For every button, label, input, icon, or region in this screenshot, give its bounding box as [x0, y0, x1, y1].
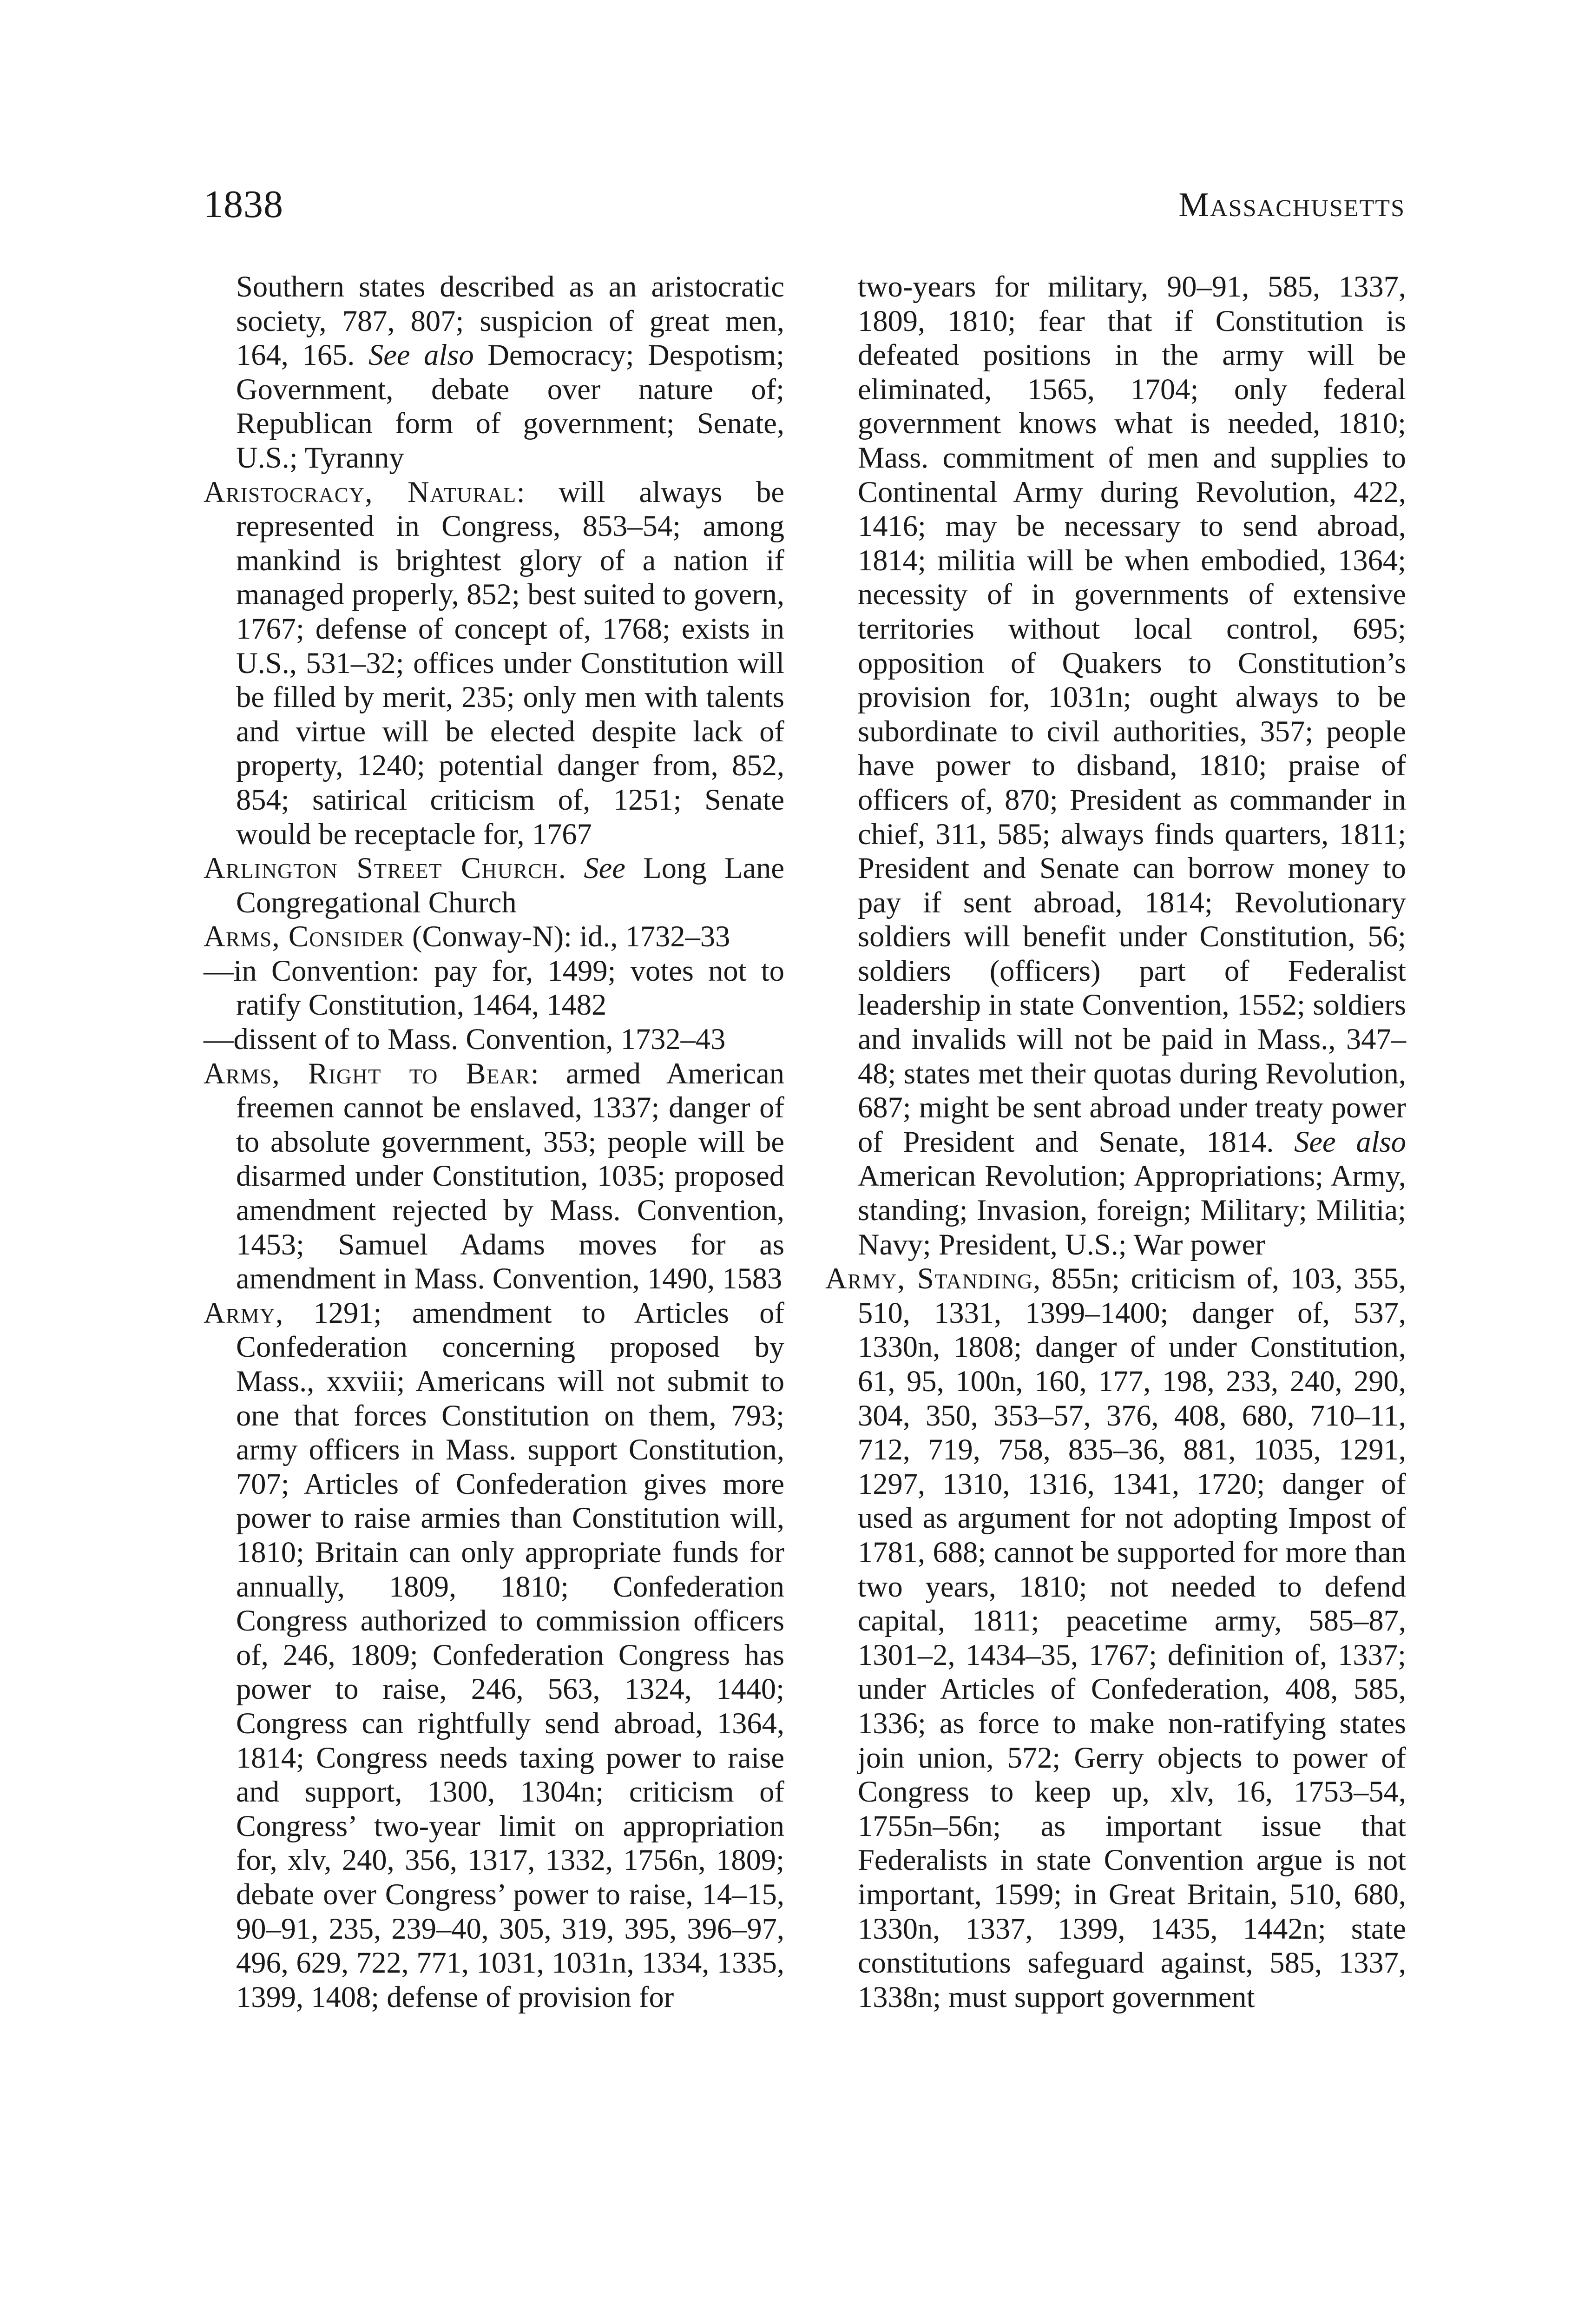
entry-headword: Army, Standing: [825, 1262, 1033, 1295]
entry-text: : will always be represented in Congress, 853–54; among mankind is brightest glory of a nation if managed properly, 852; best suited to govern, 1767; defense of concept of, 1768; exists in U.S., 531–32; offices under Constitution will be filled by merit, 235; only men with talents and virtue will be elected despite lack of property, 1240; potential danger from, 852, 854; satirical criticism of, 1251; Senate would be receptacle for, 1767: [236, 475, 784, 851]
index-entry: [204, 1056, 784, 1296]
index-subentry: [204, 954, 784, 1022]
entry-text: —in Convention: pay for, 1499; votes not to ratify Constitution, 1464, 1482: [204, 954, 784, 1022]
entry-headword: Arlington Street Church: [204, 852, 559, 885]
running-head: Massachusetts: [1178, 186, 1405, 224]
index-entry: [204, 851, 784, 919]
entry-text: two-years for military, 90–91, 585, 1337, 1809, 1810; fear that if Constitution is defeated positions in the army will be eliminated, 1565, 1704; only federal government knows what is needed, 1810; Mass. commitment of men and supplies to Continental Army during Revolution, 422, 1416; may be necessary to send abroad, 1814; militia will be when embodied, 1364; necessity of in governments of extensive territories without local control, 695; opposition of Quakers to Constitution’s provision for, 1031n; ought always to be subordinate to civil authorities, 357; people have power to disband, 1810; praise of officers of, 870; President as commander in chief, 311, 585; always finds quarters, 1811; President and Senate can borrow money to pay if sent abroad, 1814; Revolutionary soldiers will benefit under Constitution, 56; soldiers (officers) part of Federalist leadership in state Convention, 1552; soldiers and invalids will not be paid in Mass., 347–48; states met their quotas during Revolution, 687; might be sent abroad under treaty power of President and Senate, 1814.: [858, 270, 1406, 1158]
entry-text: —dissent of to Mass. Convention, 1732–43: [204, 1023, 726, 1056]
cross-reference: See also: [368, 338, 474, 372]
entry-tail: Long Lane Congregational Church: [236, 852, 784, 919]
index-entry: [204, 1296, 784, 2014]
entry-headword: Arms, Consider: [204, 920, 405, 953]
index-entry: [825, 270, 1406, 1261]
entry-headword: Army: [204, 1296, 276, 1329]
entry-text: , 1291; amendment to Articles of Confederation concerning proposed by Mass., xxviii; Americans will not submit to one that forces Constitution on them, 793; army officers in Mass. support Constitution, 707; Articles of Confederation gives more power to raise armies than Constitution will, 1810; Britain can only appropriate funds for annually, 1809, 1810; Confederation Congress authorized to commission officers of, 246, 1809; Confederation Congress has power to raise, 246, 563, 1324, 1440; Congress can rightfully send abroad, 1364, 1814; Congress needs taxing power to raise and support, 1300, 1304n; criticism of Congress’ two-year limit on appropriation for, xlv, 240, 356, 1317, 1332, 1756n, 1809; debate over Congress’ power to raise, 14–15, 90–91, 235, 239–40, 305, 319, 395, 396–97, 496, 629, 722, 771, 1031, 1031n, 1334, 1335, 1399, 1408; defense of provision for: [236, 1296, 784, 2014]
entry-text: Southern states described as an aristocratic society, 787, 807; suspicion of great men, 164, 165.: [236, 270, 784, 372]
index-column-right: [825, 270, 1406, 2014]
entry-tail: American Revolution; Appropriations; Army, standing; Invasion, foreign; Military; Militia; Navy; President, U.S.; War power: [858, 1159, 1406, 1261]
index-column-left: [204, 270, 784, 2014]
entry-tail: Democracy; Despotism; Government, debate over nature of; Republican form of government; Senate, U.S.; Tyranny: [236, 338, 784, 474]
index-subentry: [204, 1022, 784, 1056]
entry-headword: Aristocracy, Natural: [204, 475, 517, 508]
entry-text: .: [558, 852, 584, 885]
page-number: 1838: [204, 183, 283, 226]
cross-reference: See also: [1294, 1125, 1406, 1158]
entry-headword: Arms, Right to Bear: [204, 1056, 531, 1090]
index-entry: [204, 270, 784, 475]
cross-reference: See: [584, 852, 625, 885]
entry-text: : armed American freemen cannot be enslaved, 1337; danger of to absolute government, 353; people will be disarmed under Constitution, 1035; proposed amendment rejected by Mass. Convention, 1453; Samuel Adams moves for as amendment in Mass. Convention, 1490, 1583: [236, 1056, 784, 1295]
index-entry: [825, 1261, 1406, 2014]
entry-text: , 855n; criticism of, 103, 355, 510, 1331, 1399–1400; danger of, 537, 1330n, 1808; danger of under Constitution, 61, 95, 100n, 160, 177, 198, 233, 240, 290, 304, 350, 353–57, 376, 408, 680, 710–11, 712, 719, 758, 835–36, 881, 1035, 1291, 1297, 1310, 1316, 1341, 1720; danger of used as argument for not adopting Impost of 1781, 688; cannot be supported for more than two years, 1810; not needed to defend capital, 1811; peacetime army, 585–87, 1301–2, 1434–35, 1767; definition of, 1337; under Articles of Confederation, 408, 585, 1336; as force to make non-ratifying states join union, 572; Gerry objects to power of Congress to keep up, xlv, 16, 1753–54, 1755n–56n; as important issue that Federalists in state Convention argue is not important, 1599; in Great Britain, 510, 680, 1330n, 1337, 1399, 1435, 1442n; state constitutions safeguard against, 585, 1337, 1338n; must support government: [858, 1262, 1406, 2014]
index-entry: [204, 919, 784, 954]
entry-text: (Conway-N): id., 1732–33: [404, 920, 730, 953]
index-entry: [204, 475, 784, 852]
